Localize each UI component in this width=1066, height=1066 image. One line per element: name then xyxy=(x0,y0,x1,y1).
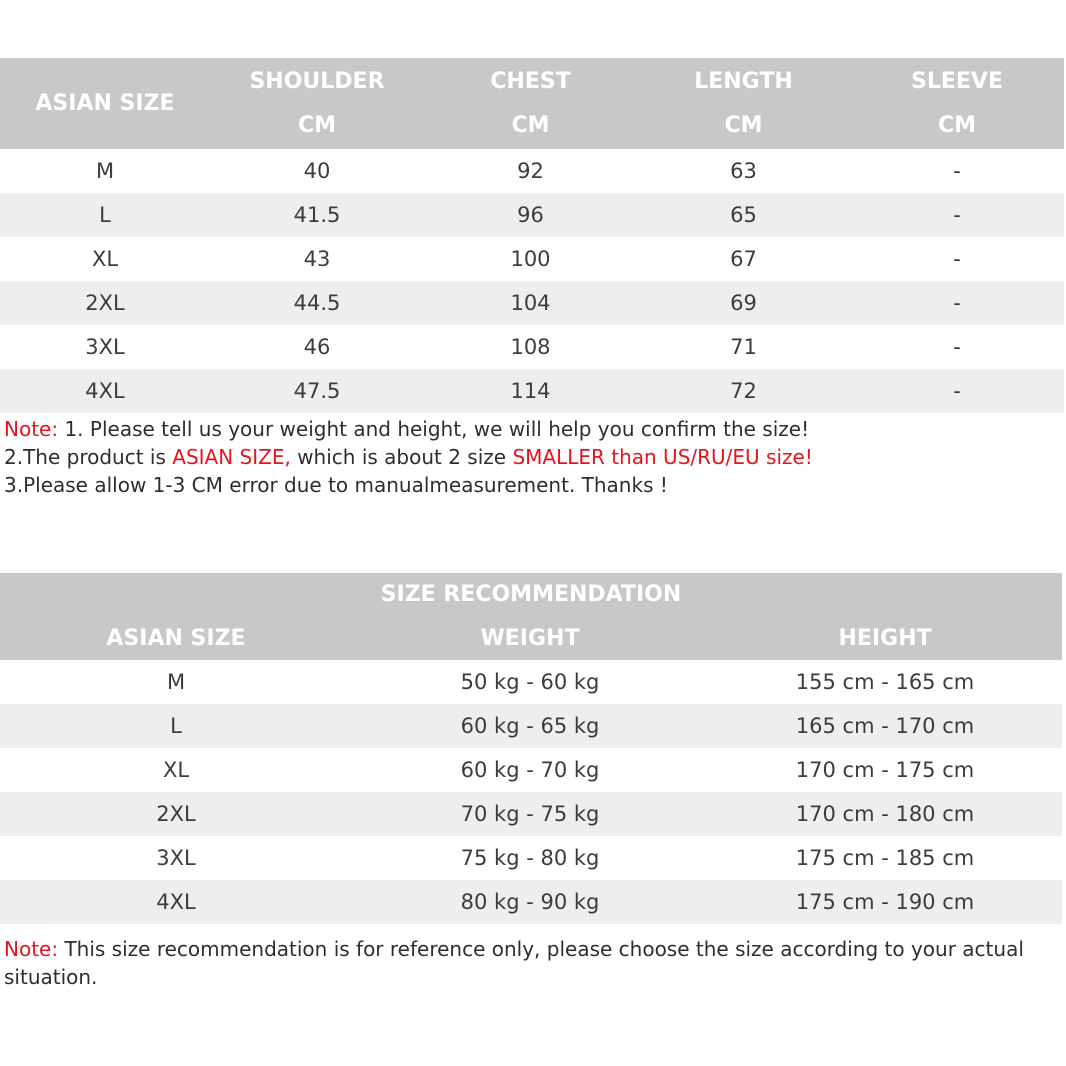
table-row xyxy=(0,880,1062,924)
cell-size: 3XL xyxy=(156,846,196,870)
recommendation-header xyxy=(0,573,1062,660)
note-text: which is about 2 size xyxy=(290,445,513,469)
table-row xyxy=(0,281,1064,325)
note-text: This size recommendation is for reference only, please choose the size according to your actual situation. xyxy=(4,937,1024,989)
cell-shoulder: 40 xyxy=(303,159,331,183)
cell-size: XL xyxy=(91,247,119,271)
cell-sleeve: - xyxy=(953,379,961,403)
cell-shoulder: 43 xyxy=(303,247,331,271)
recommendation-note xyxy=(4,935,1044,991)
cell-sleeve: - xyxy=(953,159,961,183)
header-unit: CM xyxy=(724,112,763,138)
size-chart-table xyxy=(0,58,1064,413)
note-highlight: ASIAN SIZE, xyxy=(172,445,291,469)
cell-weight: 75 kg - 80 kg xyxy=(460,846,600,870)
header-height: HEIGHT xyxy=(838,625,932,651)
table-row xyxy=(0,149,1064,193)
header-sleeve xyxy=(850,58,1064,149)
note-label: Note: xyxy=(4,937,59,961)
header-asian-size xyxy=(0,58,210,149)
cell-weight: 70 kg - 75 kg xyxy=(460,802,600,826)
header-label: SHOULDER xyxy=(249,68,385,94)
cell-size: XL xyxy=(162,758,190,782)
cell-height: 155 cm - 165 cm xyxy=(795,670,975,694)
cell-height: 175 cm - 190 cm xyxy=(795,890,975,914)
cell-size: 2XL xyxy=(85,291,125,315)
table-row xyxy=(0,237,1064,281)
cell-chest: 92 xyxy=(517,159,544,183)
cell-chest: 108 xyxy=(510,335,551,359)
cell-weight: 60 kg - 70 kg xyxy=(460,758,600,782)
cell-shoulder: 41.5 xyxy=(293,203,341,227)
header-label: ASIAN SIZE xyxy=(35,91,175,116)
cell-chest: 104 xyxy=(510,291,551,315)
cell-length: 69 xyxy=(730,291,757,315)
note-line-3 xyxy=(4,471,1064,499)
cell-length: 71 xyxy=(730,335,757,359)
cell-shoulder: 44.5 xyxy=(293,291,341,315)
header-weight: WEIGHT xyxy=(480,625,580,651)
note-highlight: SMALLER than US/RU/EU size xyxy=(512,445,805,469)
header-shoulder xyxy=(210,58,424,149)
table-row xyxy=(0,704,1062,748)
table-row xyxy=(0,836,1062,880)
cell-sleeve: - xyxy=(953,203,961,227)
note-label: Note: xyxy=(4,417,59,441)
table-row xyxy=(0,325,1064,369)
header-unit: CM xyxy=(511,112,550,138)
cell-sleeve: - xyxy=(953,247,961,271)
cell-size: 3XL xyxy=(85,335,125,359)
cell-size: M xyxy=(166,670,186,694)
size-notes xyxy=(4,415,1064,499)
cell-sleeve: - xyxy=(953,291,961,315)
cell-height: 175 cm - 185 cm xyxy=(795,846,975,870)
table-row xyxy=(0,792,1062,836)
cell-shoulder: 46 xyxy=(303,335,331,359)
header-unit: CM xyxy=(937,112,977,138)
header-chest xyxy=(424,58,637,149)
cell-weight: 80 kg - 90 kg xyxy=(460,890,600,914)
note-text: 2.The product is xyxy=(4,445,173,469)
header-label: CHEST xyxy=(490,68,571,94)
cell-weight: 60 kg - 65 kg xyxy=(460,714,600,738)
table-row xyxy=(0,193,1064,237)
cell-sleeve: - xyxy=(953,335,961,359)
cell-size: 4XL xyxy=(156,890,196,914)
table-row xyxy=(0,369,1064,413)
cell-size: L xyxy=(99,203,111,227)
cell-size: 4XL xyxy=(85,379,125,403)
header-label: SLEEVE xyxy=(911,68,1003,94)
header-label: LENGTH xyxy=(694,68,793,94)
table-row xyxy=(0,660,1062,704)
cell-length: 63 xyxy=(730,159,757,183)
cell-size: 2XL xyxy=(156,802,196,826)
note-line-2 xyxy=(4,443,1064,471)
cell-chest: 96 xyxy=(517,203,544,227)
size-chart-header xyxy=(0,58,1064,149)
cell-length: 67 xyxy=(730,247,757,271)
cell-shoulder: 47.5 xyxy=(293,379,341,403)
cell-size: M xyxy=(95,159,115,183)
cell-chest: 114 xyxy=(510,379,551,403)
recommendation-column-headers xyxy=(0,616,1062,660)
cell-height: 170 cm - 175 cm xyxy=(795,758,975,782)
table-title: SIZE RECOMMENDATION xyxy=(380,582,682,607)
cell-height: 165 cm - 170 cm xyxy=(795,714,975,738)
table-row xyxy=(0,748,1062,792)
note-line-1 xyxy=(4,415,1064,443)
cell-height: 170 cm - 180 cm xyxy=(795,802,975,826)
cell-length: 65 xyxy=(730,203,757,227)
cell-chest: 100 xyxy=(510,247,551,271)
note-text: ! xyxy=(804,445,813,469)
size-recommendation-table xyxy=(0,573,1062,924)
cell-weight: 50 kg - 60 kg xyxy=(460,670,600,694)
header-asian-size: ASIAN SIZE xyxy=(106,625,246,651)
note-text: 1. Please tell us your weight and height, we will help you confirm the size! xyxy=(58,417,810,441)
cell-size: L xyxy=(170,714,182,738)
header-length xyxy=(637,58,850,149)
note-text: 3.Please allow 1-3 CM error due to manualmeasurement. Thanks ! xyxy=(4,473,668,497)
header-unit: CM xyxy=(297,112,337,138)
cell-length: 72 xyxy=(730,379,757,403)
